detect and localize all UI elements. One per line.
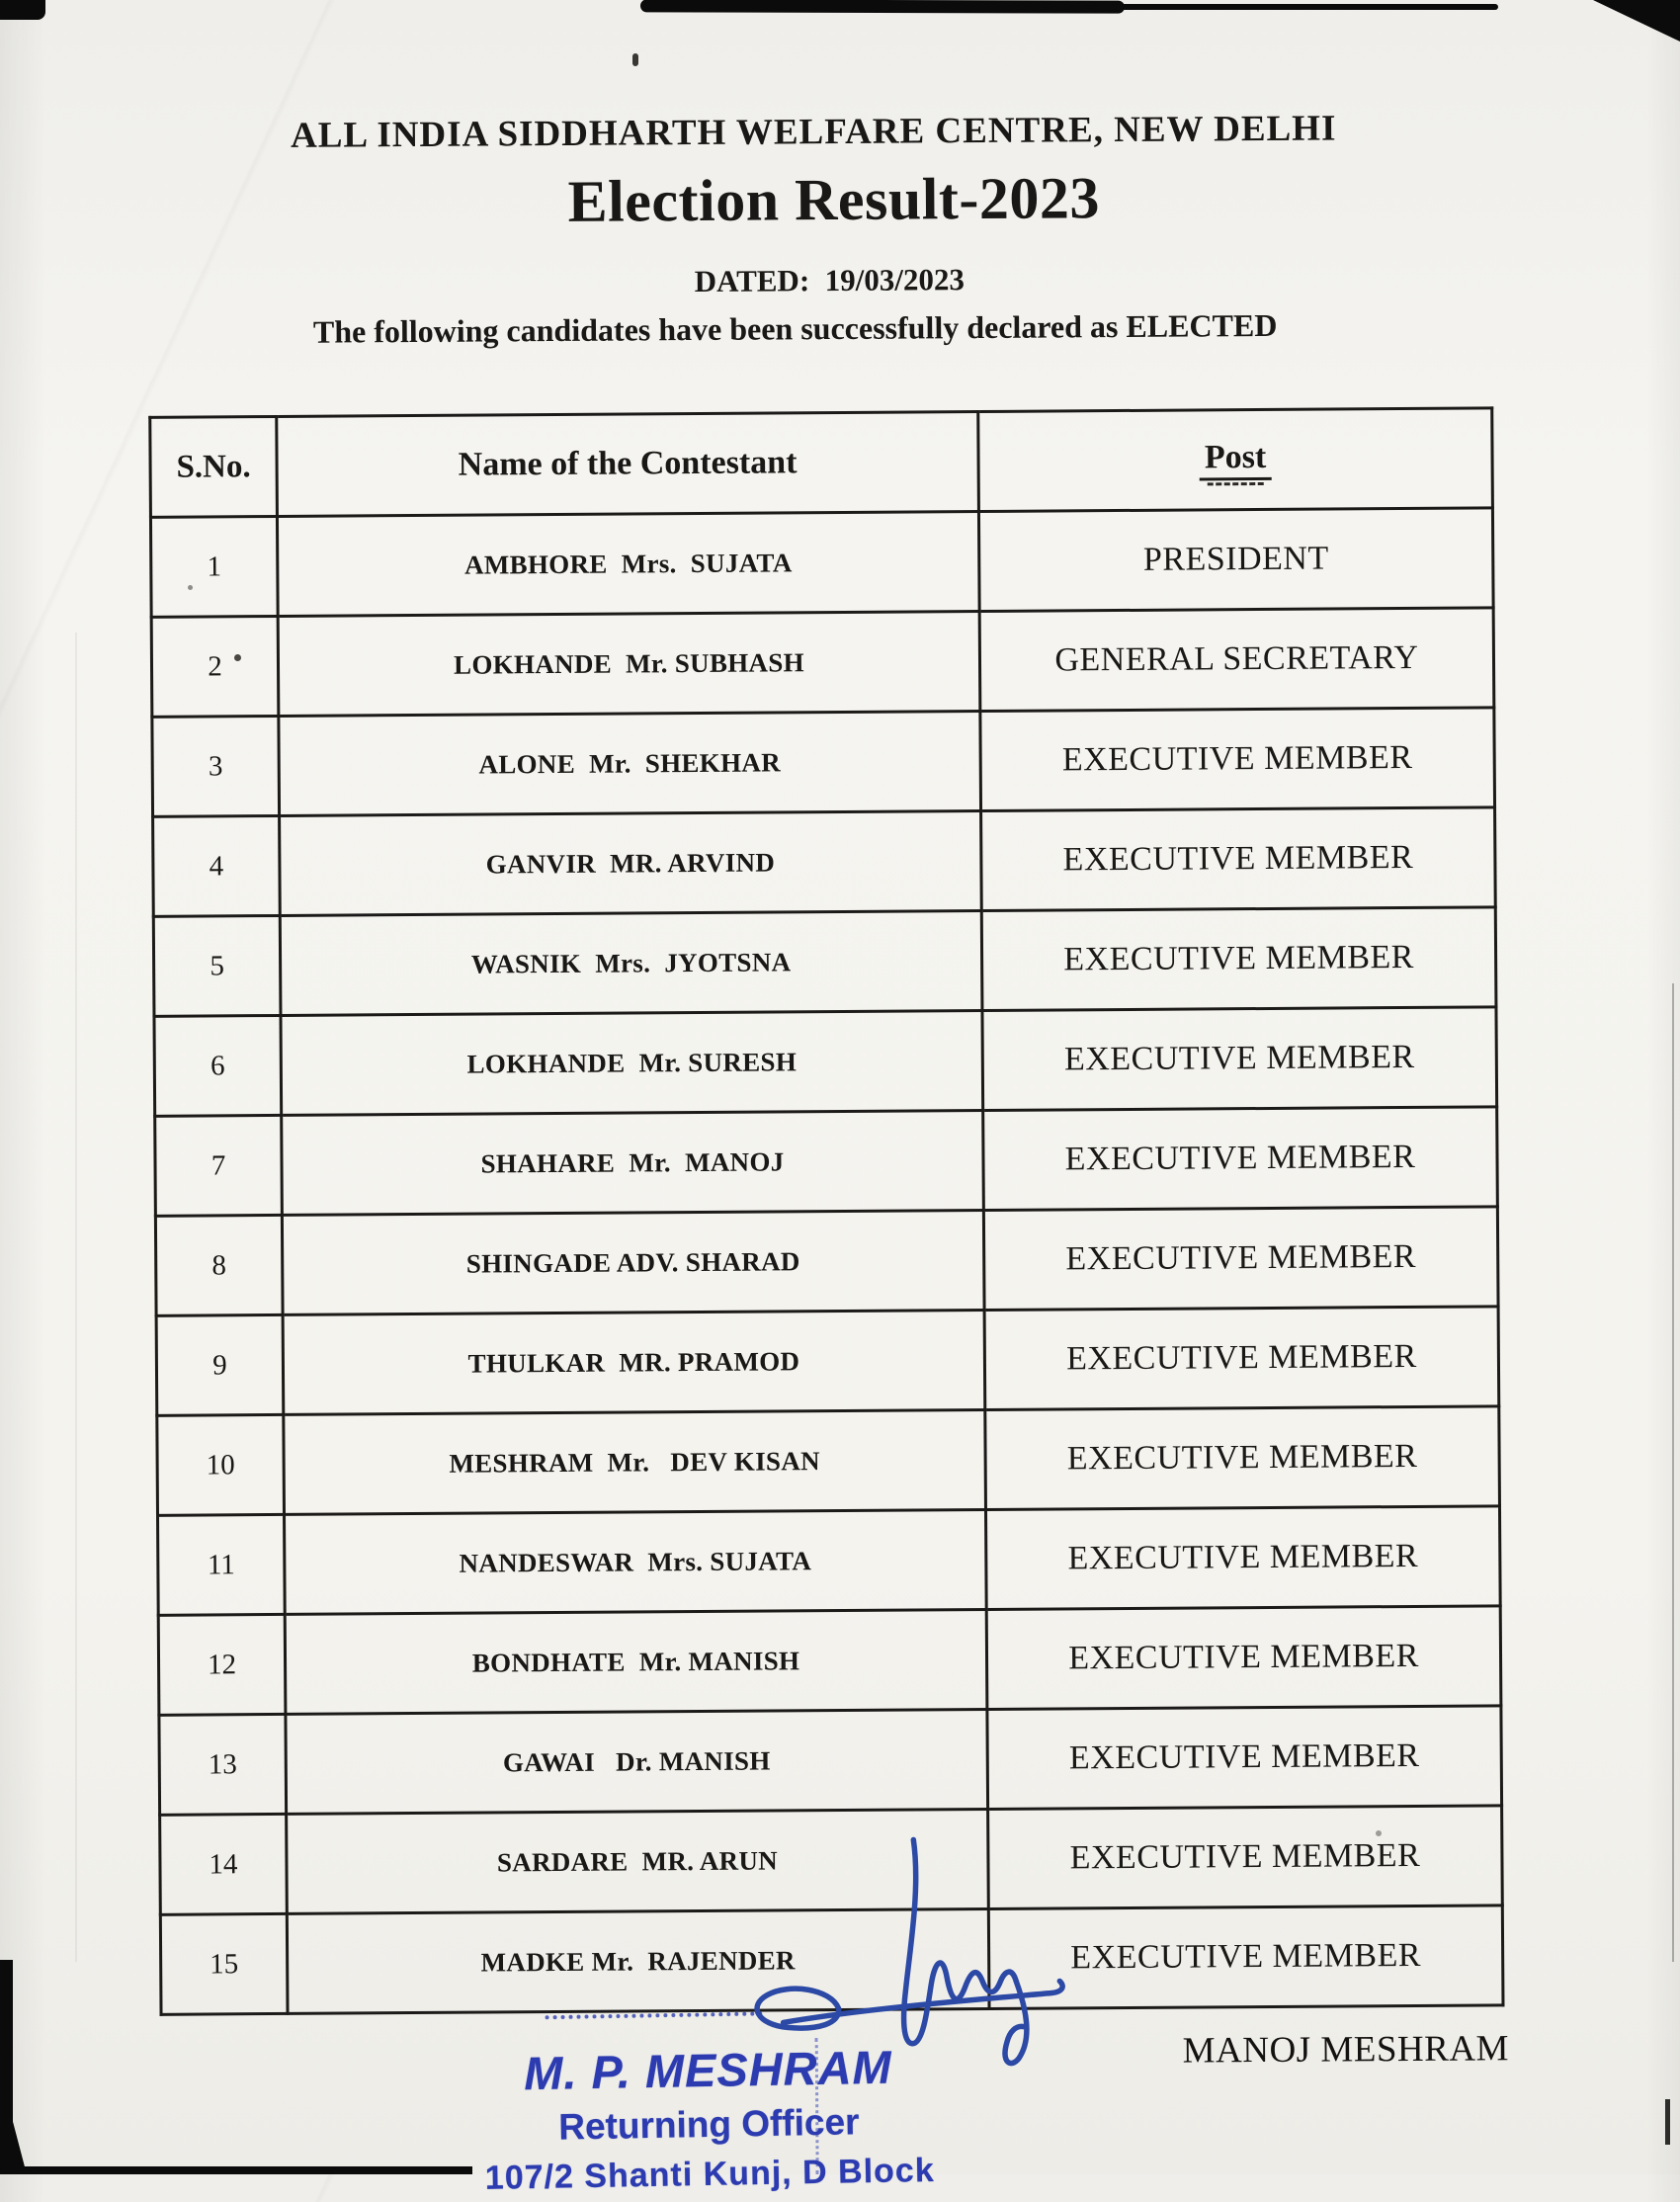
cell-name: SARDARE MR. ARUN [287,1809,989,1913]
cell-sno: 12 [158,1614,286,1715]
cell-post: EXECUTIVE MEMBER [981,807,1496,911]
table-row [152,708,1495,816]
stamp-address-line: 107/2 Shanti Kunj, D Block [484,2151,936,2197]
scanner-artifact-top-streak-thin [1113,4,1498,10]
table-row [156,1307,1499,1415]
post-header-label: Post [1204,438,1267,476]
header-name: Name of the Contestant [277,412,979,517]
table-row [155,1107,1498,1216]
cell-sno: 9 [156,1314,284,1415]
cell-post: EXECUTIVE MEMBER [984,1307,1499,1410]
scanner-artifact-right-line [1672,983,1674,1962]
typed-officer-name: MANOJ MESHRAM [1182,2028,1510,2072]
cell-name: LOKHANDE Mr. SURESH [281,1010,983,1115]
cell-name: LOKHANDE Mr. SUBHASH [278,612,980,717]
cell-name: THULKAR MR. PRAMOD [283,1310,985,1414]
table-header-row [150,408,1493,517]
scan-speck [234,654,241,661]
table-row [158,1506,1501,1615]
cell-post: EXECUTIVE MEMBER [981,907,1496,1011]
stamp-officer-title: Returning Officer [557,2101,860,2148]
cell-name: ALONE Mr. SHEKHAR [279,712,981,816]
scan-speck [188,585,193,590]
cell-sno: 4 [153,815,281,916]
cell-name: MESHRAM Mr. DEV KISAN [284,1409,986,1514]
cell-post: EXECUTIVE MEMBER [987,1706,1502,1810]
cell-post: EXECUTIVE MEMBER [985,1506,1500,1610]
cell-name: AMBHORE Mrs. SUJATA [277,512,979,617]
dated-line: DATED: 19/03/2023 [694,262,966,299]
stamp-officer-name: M. P. MESHRAM [523,2040,893,2100]
results-table [148,406,1504,2015]
cell-post: EXECUTIVE MEMBER [983,1207,1498,1311]
cell-sno: 3 [152,716,280,816]
scanner-artifact-bottom-right-dash [1665,2099,1670,2145]
handwritten-signature [718,1832,1076,2073]
cell-sno: 5 [153,915,281,1016]
cell-name: GANVIR MR. ARVIND [280,810,982,915]
cell-sno: 8 [155,1215,283,1315]
cell-name: NANDESWAR Mrs. SUJATA [285,1509,987,1614]
cell-name: SHINGADE ADV. SHARAD [282,1210,984,1314]
scan-speck [632,53,638,66]
table-row [157,1406,1500,1515]
table-row [153,807,1496,916]
cell-sno: 7 [155,1115,283,1216]
document-title: Election Result-2023 [567,165,1101,234]
cell-name: GAWAI Dr. MANISH [286,1709,988,1814]
table-row [155,1207,1498,1315]
cell-sno: 15 [160,1913,288,2014]
scanner-artifact-crease [75,633,77,1962]
cell-sno: 1 [150,516,278,617]
cell-name: WASNIK Mrs. JYOTSNA [280,910,982,1015]
cell-sno: 13 [159,1714,287,1815]
table-row [154,1007,1497,1116]
cell-name: SHAHARE Mr. MANOJ [282,1110,984,1215]
header-sno: S.No. [150,416,278,517]
scanner-artifact-top-streak [640,0,1125,14]
cell-sno: 14 [160,1814,288,1914]
cell-sno: 2 [151,616,279,717]
table-row [158,1606,1501,1715]
organization-name: ALL INDIA SIDDHARTH WELFARE CENTRE, NEW DELHI [290,108,1337,156]
cell-post: EXECUTIVE MEMBER [988,1906,1503,2009]
scan-speck [1376,1830,1382,1836]
cell-post: EXECUTIVE MEMBER [980,708,1495,811]
cell-post: EXECUTIVE MEMBER [985,1406,1500,1510]
post-header-underline [1200,439,1272,481]
cell-post: EXECUTIVE MEMBER [988,1806,1503,1909]
table-row [159,1706,1502,1815]
scanner-artifact-bottom-strip [0,2166,472,2174]
table-row [153,907,1496,1016]
cell-post: EXECUTIVE MEMBER [983,1107,1498,1211]
scanner-artifact-top-left [0,0,45,20]
cell-post: EXECUTIVE MEMBER [986,1606,1501,1710]
cell-post: PRESIDENT [978,508,1493,612]
cell-sno: 6 [154,1015,282,1116]
cell-post: EXECUTIVE MEMBER [982,1007,1497,1111]
cell-post: GENERAL SECRETARY [979,608,1494,712]
declaration-line: The following candidates have been successfully declared as ELECTED [312,306,1278,350]
cell-sno: 11 [158,1514,286,1615]
cell-sno: 10 [157,1414,285,1515]
table-row [150,508,1493,617]
header-post [978,408,1493,512]
table-row [151,608,1494,717]
cell-name: BONDHATE Mr. MANISH [285,1609,987,1714]
cell-name: MADKE Mr. RAJENDER [287,1908,989,2013]
